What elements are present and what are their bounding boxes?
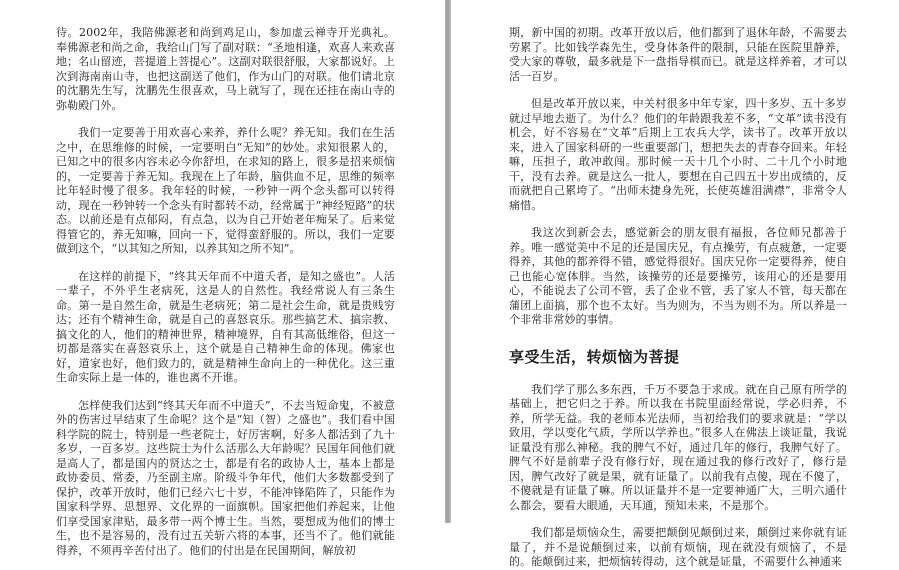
paragraph: 怎样使我们达到“终其天年而不中道夭”，不去当短命鬼，不被意外的伤害过早结束了生命呢？这个是“知（智）之盛也”。我们看中国科学院的院士，特别是一些老院士，好厉害啊，好多人都活到了九十多岁，一百多岁。这些院士为什么活那么大年龄呢？民国年间他们就是高人了，都是国内的贤达之士，都是有名的政协人士，基本上都是政协委员、常委，乃至副主席。阶级斗争年代，他们大多数都受到了保护，改革开放时，他们已经六七十岁，不能冲锋陷阵了，只能作为国家科学界、思想界、文化界的一面旗帜。国家把他们养起来，让他们享受国家津贴，最多带一两个博士生。当然，要想成为他们的博士生，也不是容易的，没有过五关斩六将的本事，还当不了。他们就能得养，不须再辛苦付出了。他们的付出是在民国期间，解放初	[56, 398, 395, 557]
paragraph: 期，新中国的初期。改革开放以后，他们都到了退休年龄，不需要去劳累了。比如钱学森先生，受身体条件的限制，只能在医院里静养，受大家的尊敬，最多就是下一盘指导棋而已。就是这样养着，才可以活一百岁。	[509, 26, 847, 83]
right-page	[451, 0, 899, 568]
paragraph: 在这样的前提下，“终其天年而不中道夭者，是知之盛也”。人活一辈子，不外乎生老病死，这是人的自然性。我经常说人有三条生命。第一是自然生命，就是生老病死；第二是社会生命，就是贵贱穷达；还有个精神生命，就是自己的喜怒哀乐。那些搞艺术、搞宗教、搞文化的人，他们的精神世界，精神境界，自有其高低维俗，但这一切都是落实在喜怒哀乐上，这个就是自己精神生命的体现。佛家也好，道家也好，他们致力的，就是精神生命向上的一种优化。这三重生命实际上是一体的，谁也离不开谁。	[56, 269, 395, 384]
paragraph: 我们学了那么多东西，千万不要急于求成。就在自己原有所学的基础上，把它归之于养。所以我在书院里面经常说，学必归养，不养，所学无益。我的老师本光法师，当初给我们的要求就是：“学以致用，学以变化气质，学所以学养也。”很多人在佛法上谈证量，我说证量没有那么神秘。我的脾气不好，通过几年的修行，我脾气好了。脾气不好是前辈子没有修行好，现在通过我的修行改好了，修行是因，脾气改好了就是果，就有证量了。以前我有点傻，现在不傻了，不傻就是有证量了嘛。所以证量并不是一定要神通广大，三明六通什么都会，要看大眼通，天耳通，预知未来，不是那个。	[509, 382, 847, 512]
paragraph: 我这次到新会去，感觉新会的朋友很有福报，各位师兄都善于养。唯一感觉美中不足的还是国庆兄，有点操劳，有点疲惫，一定要得养，其他的都养得不错，感觉得很好。国庆兄你一定要得养，使自己也能心宽体胖。当然，该操劳的还是要操劳，该用心的还是要用心，不能说去了公司不管，丢了企业不管，丢了家人不管，每天都在蒲团上面搞，那个也不太好。当为则为，不当为则不为。所以养是一个非常非常妙的事情。	[509, 226, 847, 326]
paragraph: 我们一定要善于用欢喜心来养，养什么呢？养无知。我们在生活之中，在思维修的时候，一定要明白“无知”的妙处。求知很累人的，已知之中的很多内容未必今你舒坦，在求知的路上，很多是招来烦恼的，一定要善于养无知。我现在上了年龄，脑供血不足，思维的频率比年轻时慢了很多。我年轻的时候，一秒钟一两个念头都可以转得动，现在一秒钟转一个念头有时都转不动，经常属于“神经短路”的状态。以前还是有点郁闷，有点急，以为自己开始老年痴呆了。后来觉得管它的，养无知嘛，回向一下，觉得蛮舒服的。所以，我们一定要做到这个，“以其知之所知，以养其知之所不知”。	[56, 126, 395, 255]
section-heading: 享受生活，转烦恼为菩提	[509, 347, 680, 366]
left-page	[0, 0, 445, 557]
paragraph: 但是改革开放以来，中关村很多中年专家，四十多岁、五十多岁就过早地去逝了。为什么？他们的年龄跟我差不多，“文革”读书没有机会，好不容易在“文革”后期上工农兵大学，读书了。改革开放以来，进入了国家科研的一些重要部门，想把失去的青春夺回来。年轻嘛，压担子，敢冲敢闯。那时候一天十几个小时、二十几个小时地干，没有去养。就是这么一批人，要想在自己四五十岁出成绩的，反而就把自己累垮了。“出师未捷身先死，长使英雄泪满襟”，非常令人痛惜。	[509, 97, 847, 212]
paragraph: 我们都是烦恼众生，需要把颠倒见颠倒过来，颠倒过来你就有证量了，并不是说颠倒过来，以前有烦恼，现在就没有烦恼了，不是的。能颠倒过来，把烦恼转得动，这个就是证量，不需要什么神通来	[509, 526, 847, 568]
paragraph: 待。2002年，我陪佛源老和尚到鸡足山，参加虚云禅寺开光典礼。奉佛源老和尚之命，我给山门写了副对联：“圣地相逢，欢喜人来欢喜地；名山留迹，菩提道上菩提心”。这副对联很舒服，大家都说好。上次到海南南山寺，也把这副送了他们，作为山门的对联。他们请北京的沈鹏先生写，沈鹏先生很喜欢，马上就写了，现在还挂在南山寺的弥勒殿门外。	[56, 26, 395, 112]
